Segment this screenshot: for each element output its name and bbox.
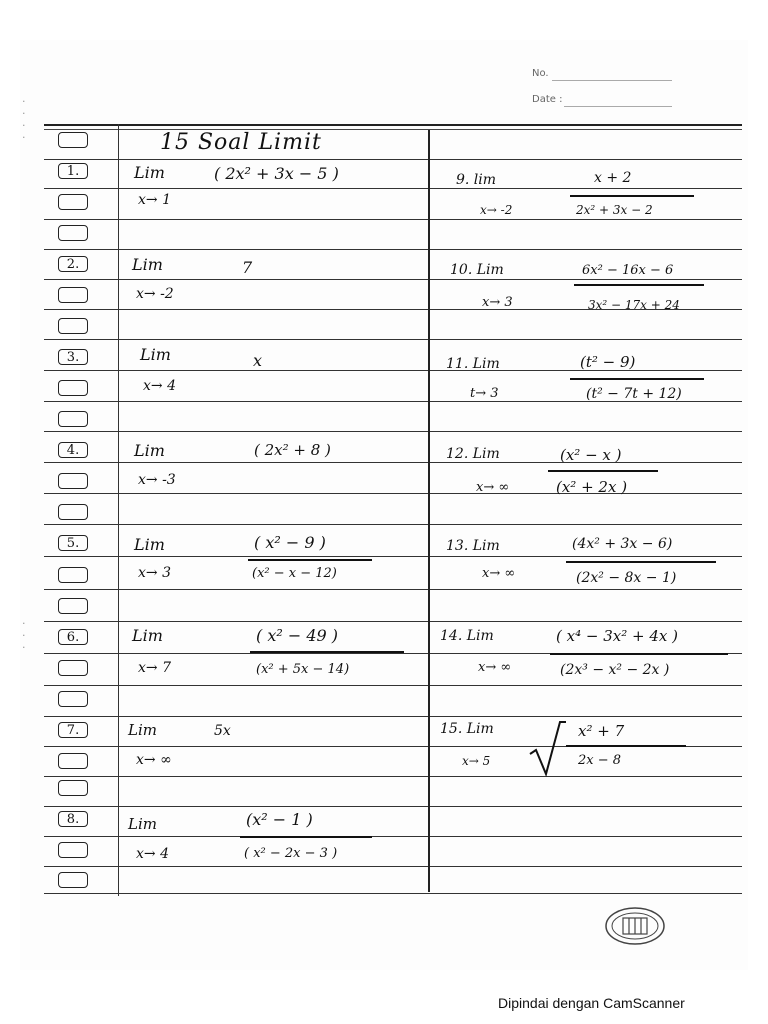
lim-label: Lim bbox=[140, 345, 171, 364]
problem-14-approach: x→ ∞ bbox=[478, 660, 512, 675]
square-root-sign bbox=[528, 718, 568, 778]
problem-11-denominator: (t² − 7t + 12) bbox=[586, 386, 682, 402]
rule-line bbox=[44, 589, 742, 590]
row-box bbox=[58, 872, 88, 888]
rule-line bbox=[44, 431, 742, 432]
problem-5-numerator: ( x² − 9 ) bbox=[254, 533, 326, 552]
problem-number-box: 8. bbox=[58, 811, 88, 827]
problem-10-approach: x→ 3 bbox=[482, 295, 513, 310]
rule-line bbox=[44, 685, 742, 686]
problem-number-box: 1. bbox=[58, 163, 88, 179]
problem-7-expression: 5x bbox=[214, 723, 231, 739]
problem-4-approach: x→ -3 bbox=[138, 472, 176, 488]
margin-line bbox=[118, 124, 119, 896]
rule-line bbox=[44, 279, 742, 280]
problem-10-label: 10. Lim bbox=[450, 262, 504, 278]
problem-15-numerator: x² + 7 bbox=[578, 722, 625, 740]
problem-13-numerator: (4x² + 3x − 6) bbox=[572, 536, 673, 552]
lim-label: Lim bbox=[134, 535, 165, 554]
fraction-bar bbox=[248, 559, 372, 561]
rule-line bbox=[44, 524, 742, 525]
problem-12-approach: x→ ∞ bbox=[476, 480, 510, 495]
problem-12-numerator: (x² − x ) bbox=[560, 446, 622, 464]
row-box bbox=[58, 318, 88, 334]
rule-line bbox=[44, 836, 742, 837]
row-box bbox=[58, 504, 88, 520]
problem-6-denominator: (x² + 5x − 14) bbox=[256, 662, 350, 677]
row-box bbox=[58, 411, 88, 427]
binder-dots: · · · · bbox=[22, 95, 26, 144]
row-box bbox=[58, 598, 88, 614]
problem-1-approach: x→ 1 bbox=[138, 192, 171, 208]
problem-8-numerator: (x² − 1 ) bbox=[246, 810, 313, 829]
camscanner-footer: Dipindai dengan CamScanner bbox=[498, 995, 685, 1011]
problem-8-approach: x→ 4 bbox=[136, 846, 169, 862]
problem-2-approach: x→ -2 bbox=[136, 286, 174, 302]
fraction-bar bbox=[240, 836, 372, 838]
rule-line bbox=[44, 462, 742, 463]
lim-label: Lim bbox=[132, 255, 163, 274]
problem-14-label: 14. Lim bbox=[440, 628, 494, 644]
problem-number-box: 3. bbox=[58, 349, 88, 365]
lim-label: Lim bbox=[134, 441, 165, 460]
problem-11-numerator: (t² − 9) bbox=[580, 353, 636, 371]
problem-5-denominator: (x² − x − 12) bbox=[252, 566, 337, 581]
rule-line bbox=[44, 249, 742, 250]
row-box bbox=[58, 567, 88, 583]
stamp-logo bbox=[604, 906, 666, 946]
problem-15-approach: x→ 5 bbox=[462, 754, 491, 768]
fraction-bar bbox=[566, 561, 716, 563]
lim-label: Lim bbox=[128, 721, 157, 739]
problem-4-expression: ( 2x² + 8 ) bbox=[254, 441, 331, 459]
center-divider bbox=[428, 130, 430, 892]
problem-8-denominator: ( x² − 2x − 3 ) bbox=[244, 846, 338, 861]
date-label: Date : bbox=[532, 94, 563, 105]
problem-10-denominator: 3x² − 17x + 24 bbox=[588, 298, 680, 312]
problem-11-label: 11. Lim bbox=[446, 356, 500, 372]
row-box bbox=[58, 780, 88, 796]
problem-9-numerator: x + 2 bbox=[594, 170, 632, 186]
problem-7-approach: x→ ∞ bbox=[136, 752, 172, 768]
fraction-bar bbox=[574, 284, 704, 286]
problem-6-approach: x→ 7 bbox=[138, 660, 171, 676]
row-box bbox=[58, 473, 88, 489]
rule-line bbox=[44, 893, 742, 894]
problem-number-box: 4. bbox=[58, 442, 88, 458]
no-line bbox=[552, 80, 672, 81]
rule-line bbox=[44, 219, 742, 220]
rule-line bbox=[44, 188, 742, 189]
rule-line bbox=[44, 493, 742, 494]
problem-12-label: 12. Lim bbox=[446, 446, 500, 462]
problem-11-approach: t→ 3 bbox=[470, 386, 499, 401]
problem-5-approach: x→ 3 bbox=[138, 565, 171, 581]
problem-3-approach: x→ 4 bbox=[143, 378, 176, 394]
rule-line bbox=[44, 806, 742, 807]
problem-9-label: 9. lim bbox=[456, 172, 497, 188]
problem-12-denominator: (x² + 2x ) bbox=[556, 478, 628, 496]
rule-line bbox=[44, 776, 742, 777]
problem-9-denominator: 2x² + 3x − 2 bbox=[576, 203, 653, 217]
rule-line bbox=[44, 556, 742, 557]
fraction-bar bbox=[566, 745, 686, 747]
rule-line bbox=[44, 339, 742, 340]
row-box bbox=[58, 225, 88, 241]
problem-14-denominator: (2x³ − x² − 2x ) bbox=[560, 662, 670, 678]
problem-number-box: 2. bbox=[58, 256, 88, 272]
problem-9-approach: x→ -2 bbox=[480, 203, 513, 217]
row-box bbox=[58, 660, 88, 676]
rule-line bbox=[44, 370, 742, 371]
problem-15-denominator: 2x − 8 bbox=[578, 753, 622, 768]
problem-3-expression: x bbox=[253, 351, 263, 370]
row-box bbox=[58, 132, 88, 148]
problem-number-box: 6. bbox=[58, 629, 88, 645]
problem-14-numerator: ( x⁴ − 3x² + 4x ) bbox=[556, 627, 678, 645]
row-box bbox=[58, 287, 88, 303]
page-title: 15 Soal Limit bbox=[160, 130, 322, 155]
date-line bbox=[564, 106, 672, 107]
binder-dots-bottom: · · · bbox=[22, 617, 26, 654]
no-label: No. bbox=[532, 68, 549, 79]
problem-1-expression: ( 2x² + 3x − 5 ) bbox=[214, 164, 339, 183]
top-rule bbox=[44, 124, 742, 126]
problem-13-denominator: (2x² − 8x − 1) bbox=[576, 570, 677, 586]
problem-6-numerator: ( x² − 49 ) bbox=[256, 626, 339, 645]
problem-10-numerator: 6x² − 16x − 6 bbox=[582, 263, 674, 278]
problem-2-expression: 7 bbox=[242, 258, 253, 277]
row-box bbox=[58, 380, 88, 396]
problem-number-box: 5. bbox=[58, 535, 88, 551]
rule-line bbox=[44, 159, 742, 160]
fraction-bar bbox=[548, 470, 658, 472]
row-box bbox=[58, 691, 88, 707]
problem-13-label: 13. Lim bbox=[446, 538, 500, 554]
problem-number-box: 7. bbox=[58, 722, 88, 738]
row-box bbox=[58, 842, 88, 858]
fraction-bar bbox=[550, 653, 728, 655]
rule-line bbox=[44, 716, 742, 717]
lim-label: Lim bbox=[134, 163, 165, 182]
row-box bbox=[58, 753, 88, 769]
rule-line bbox=[44, 866, 742, 867]
fraction-bar bbox=[570, 378, 704, 380]
fraction-bar bbox=[570, 195, 694, 197]
lim-label: Lim bbox=[132, 626, 163, 645]
top-rule-2 bbox=[44, 129, 742, 130]
lim-label: Lim bbox=[128, 815, 157, 833]
fraction-bar bbox=[250, 651, 404, 653]
problem-15-label: 15. Lim bbox=[440, 721, 494, 737]
problem-13-approach: x→ ∞ bbox=[482, 566, 516, 581]
row-box bbox=[58, 194, 88, 210]
rule-line bbox=[44, 621, 742, 622]
